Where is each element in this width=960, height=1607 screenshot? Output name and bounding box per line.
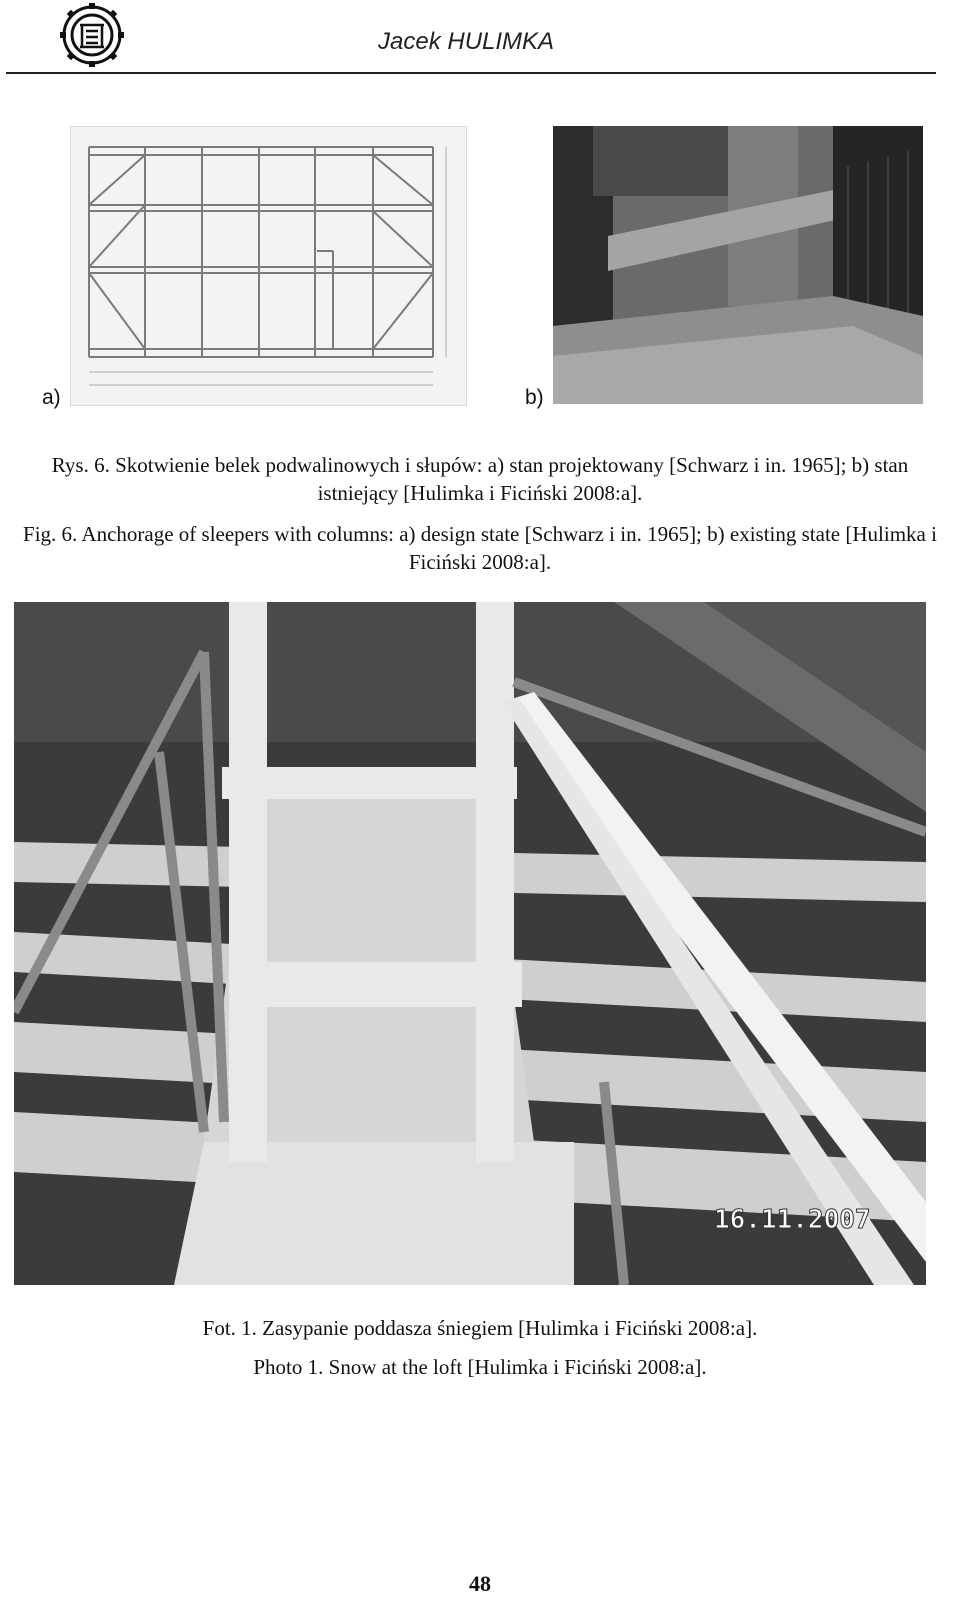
photo-1-snow-loft [14, 602, 926, 1285]
header-divider [6, 72, 936, 74]
photo-1-date-stamp: 16.11.2007 [714, 1205, 871, 1235]
photo-1-caption-polish: Fot. 1. Zasypanie poddasza śniegiem [Hulimka i Ficiński 2008:a]. [202, 1316, 758, 1340]
figure-6-caption-polish: Rys. 6. Skotwienie belek podwalinowych i słupów: a) stan projektowany [Schwarz i in. 1965]; b) stan istniejący [Hulimka i Ficiński 2008:a]. [51, 453, 909, 505]
photo-1-caption-english: Photo 1. Snow at the loft [Hulimka i Ficiński 2008:a]. [253, 1355, 707, 1379]
figure-6b-photo [553, 126, 923, 404]
running-header-author: Jacek HULIMKA [378, 28, 555, 55]
university-logo [60, 3, 124, 67]
figure-6-caption-english: Fig. 6. Anchorage of sleepers with columns: a) design state [Schwarz i in. 1965]; b) existing state [Hulimka i Ficiński 2008:a]. [23, 522, 937, 574]
figure-6b-label: b) [525, 386, 544, 409]
figure-6a-label: a) [42, 386, 61, 409]
page-number: 48 [469, 1571, 491, 1596]
figure-6a-design-drawing [70, 126, 467, 406]
